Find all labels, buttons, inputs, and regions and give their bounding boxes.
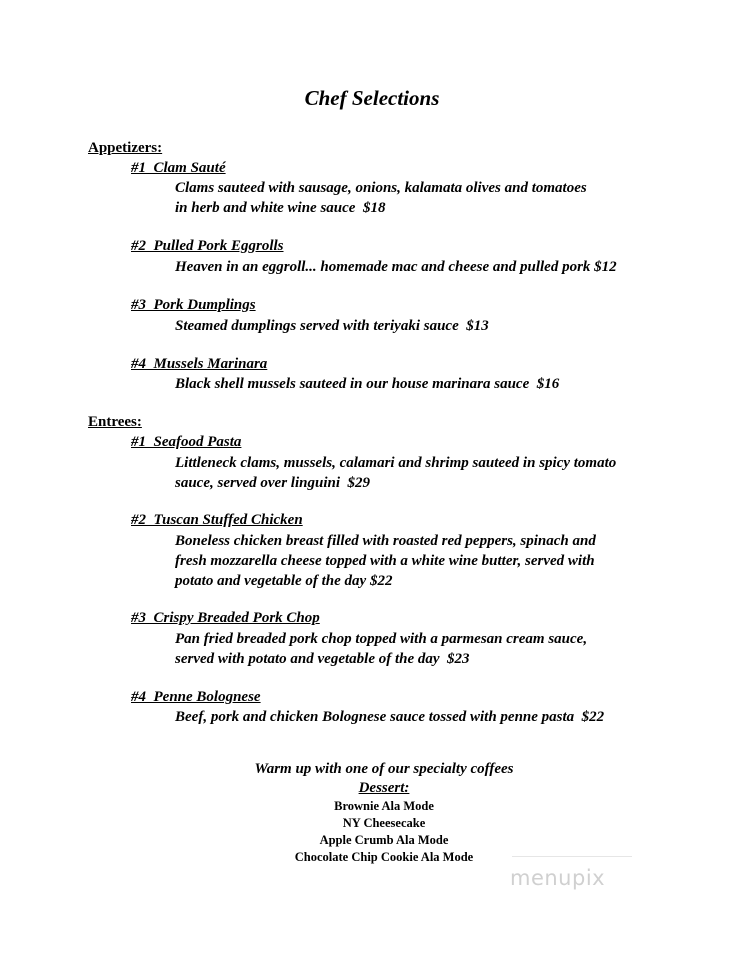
- dessert-item: NY Cheesecake: [342, 816, 426, 830]
- watermark-rule: [512, 856, 632, 857]
- menu-item-description: Pan fried breaded pork chop topped with a parmesan cream sauce, served with potato and vegetable of the day $23: [175, 631, 588, 667]
- page-title: Chef Selections: [304, 86, 440, 110]
- menu-item-title: #2 Tuscan Stuffed Chicken: [131, 512, 303, 528]
- appetizers-heading: Appetizers:: [88, 140, 163, 156]
- menu-item-description: Beef, pork and chicken Bolognese sauce tossed with penne pasta $22: [175, 709, 605, 725]
- menu-item-title: #4 Mussels Marinara: [131, 356, 268, 372]
- dessert-item: Brownie Ala Mode: [334, 799, 434, 813]
- dessert-item: Apple Crumb Ala Mode: [319, 833, 449, 847]
- menu-item-title: #4 Penne Bolognese: [131, 689, 261, 705]
- menu-item-title: #1 Clam Sauté: [131, 160, 226, 176]
- menu-item-description: Heaven in an eggroll... homemade mac and cheese and pulled pork $12: [175, 259, 617, 275]
- menu-item-title: #3 Crispy Breaded Pork Chop: [131, 610, 320, 626]
- menu-item-description: Boneless chicken breast filled with roasted red peppers, spinach and fresh mozzarella cheese topped with a white wine butter, served with potato and vegetable of the day $22: [175, 533, 596, 589]
- dessert-heading: Dessert:: [358, 780, 410, 796]
- menu-item-title: #2 Pulled Pork Eggrolls: [131, 238, 284, 254]
- watermark-logo: menupix: [510, 866, 606, 890]
- menu-item-description: Steamed dumplings served with teriyaki sauce $13: [175, 318, 489, 334]
- menu-item-description: Black shell mussels sauteed in our house marinara sauce $16: [175, 376, 560, 392]
- dessert-item: Chocolate Chip Cookie Ala Mode: [294, 850, 474, 864]
- coffee-line: Warm up with one of our specialty coffees: [254, 761, 514, 777]
- menu-item-description: Littleneck clams, mussels, calamari and shrimp sauteed in spicy tomato sauce, served over linguini $29: [175, 455, 617, 491]
- menu-item-title: #3 Pork Dumplings: [131, 297, 256, 313]
- entrees-heading: Entrees:: [88, 414, 142, 430]
- menu-item-title: #1 Seafood Pasta: [131, 434, 242, 450]
- menu-item-description: Clams sauteed with sausage, onions, kalamata olives and tomatoes in herb and white wine sauce $18: [175, 180, 587, 216]
